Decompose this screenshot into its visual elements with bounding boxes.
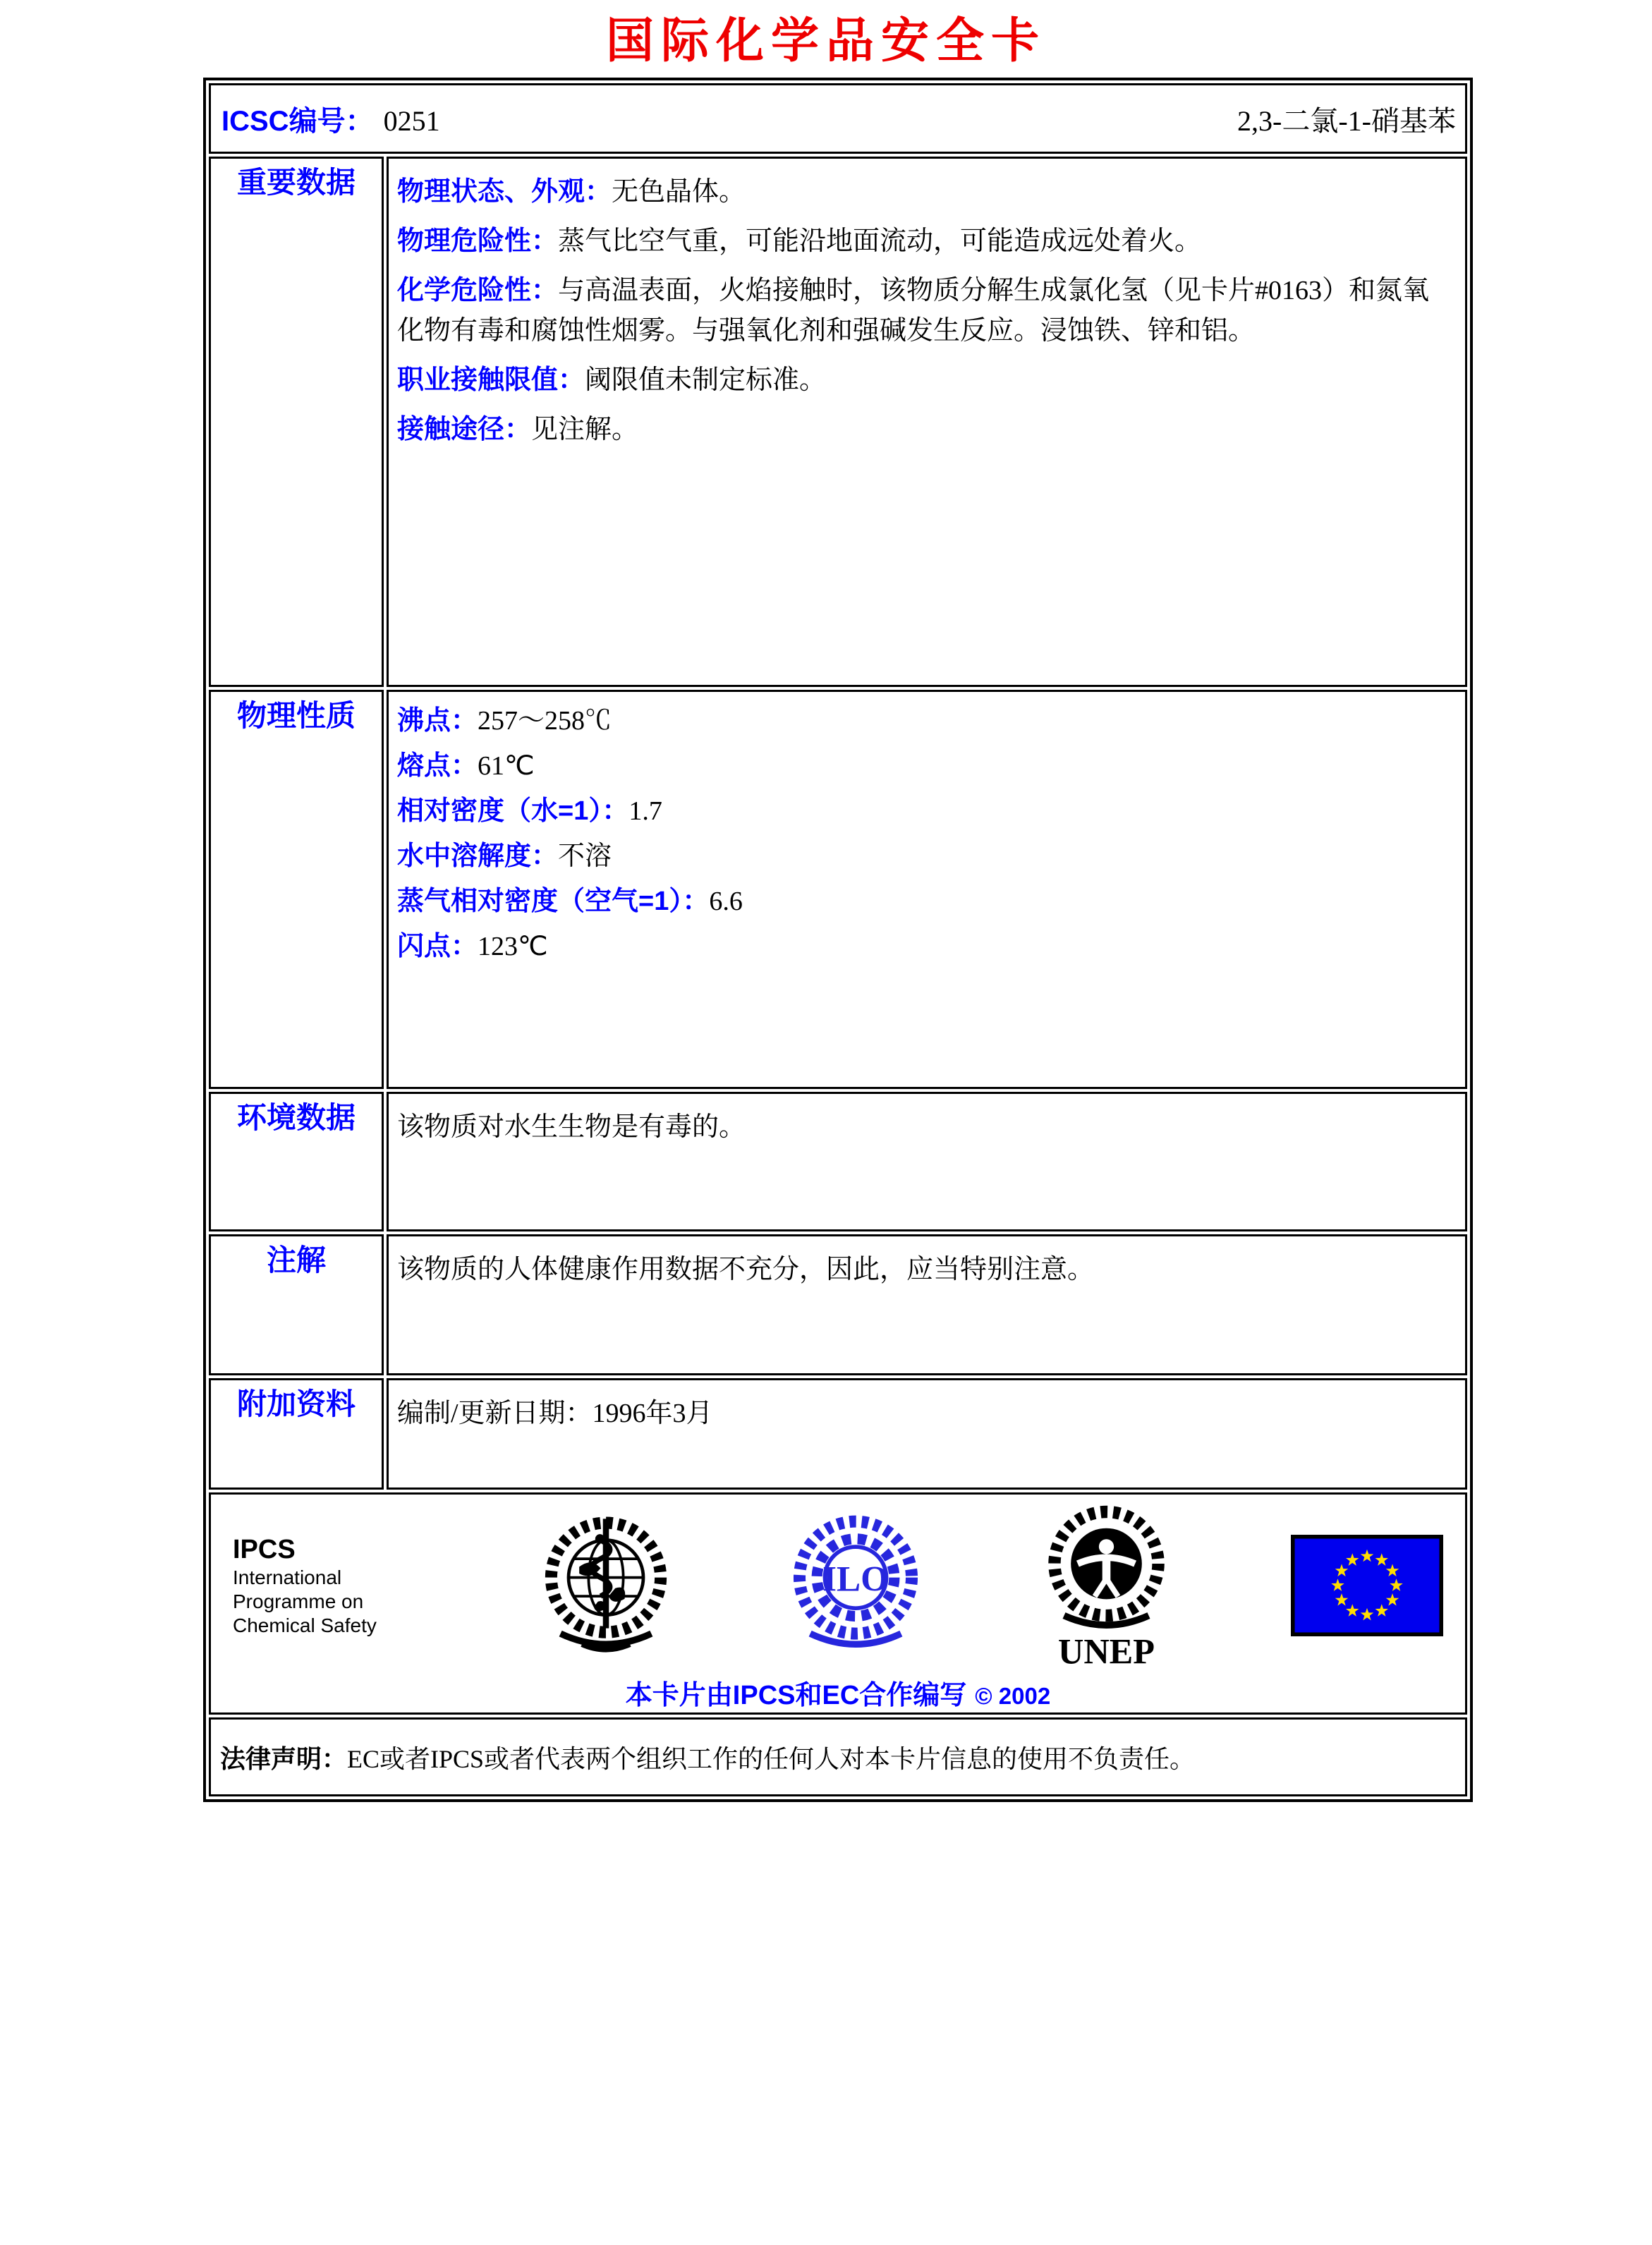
field-label: 水中溶解度：	[397, 841, 559, 871]
field-text: 不溶	[558, 841, 612, 871]
ipcs-title: IPCS	[233, 1535, 296, 1564]
section-row-environmental-data	[209, 1092, 1467, 1231]
copyright-line	[219, 1673, 1457, 1712]
header-row	[209, 83, 1467, 154]
field-chemical-hazard	[397, 271, 1455, 351]
field-notes	[397, 1250, 1455, 1290]
field-text: 蒸气比空气重，可能沿地面流动，可能造成远处着火。	[558, 226, 1202, 256]
section-row-notes	[209, 1234, 1467, 1375]
field-text: 与高温表面，火焰接触时，该物质分解生成氯化氢（见卡片#0163）和氮氧化物有毒和腐蚀性烟雾。与强氧化剂和强碱发生反应。浸蚀铁、锌和铝。	[397, 276, 1430, 346]
section-label-notes: 注解	[266, 1243, 326, 1277]
icsc-number-value: 0251	[383, 104, 440, 137]
legal-text: EC或者IPCS或者代表两个组织工作的任何人对本卡片信息的使用不负责任。	[347, 1744, 1196, 1773]
section-label-environmental-data: 环境数据	[236, 1101, 356, 1134]
field-boiling-point	[397, 701, 1455, 741]
ilo-logo-text: ILO	[822, 1559, 889, 1600]
field-label: 接触途径：	[397, 415, 532, 444]
ipcs-line: International	[233, 1566, 342, 1588]
field-label: 相对密度（水=1）：	[397, 796, 629, 826]
card-footer	[212, 1495, 1464, 1715]
field-label: 化学危险性：	[397, 276, 559, 305]
section-label-important-data: 重要数据	[236, 166, 356, 199]
ipcs-line: Chemical Safety	[233, 1614, 377, 1636]
legal-row	[209, 1717, 1467, 1796]
field-exposure-limit	[397, 360, 1455, 401]
field-text: 该物质的人体健康作用数据不充分，因此，应当特别注意。	[397, 1255, 1095, 1284]
icsc-card-page	[0, 16, 1652, 2245]
field-text: 6.6	[709, 887, 743, 916]
field-relative-density	[397, 791, 1455, 832]
field-text: 257～258℃	[478, 706, 612, 736]
ipcs-block	[233, 1533, 423, 1638]
field-physical-hazard	[397, 221, 1455, 262]
eu-flag-icon	[1291, 1535, 1443, 1636]
field-exposure-route	[397, 410, 1455, 450]
field-vapor-density	[397, 882, 1455, 922]
unep-logo-text: UNEP	[1058, 1631, 1155, 1670]
field-label: 物理状态、外观：	[397, 177, 612, 207]
field-label: 熔点：	[397, 751, 478, 781]
field-text: 编制/更新日期：1996年3月	[397, 1399, 713, 1428]
field-water-solubility	[397, 836, 1455, 877]
page-title: 国际化学品安全卡	[605, 14, 1046, 68]
section-row-physical-properties	[209, 690, 1467, 1089]
icsc-number-group	[221, 99, 440, 139]
section-content-additional-info	[387, 1378, 1467, 1490]
section-label-additional-info: 附加资料	[236, 1387, 356, 1420]
field-flash-point	[397, 927, 1455, 967]
field-text: 无色晶体。	[612, 177, 746, 207]
field-text: 61℃	[478, 751, 535, 781]
field-text: 该物质对水生生物是有毒的。	[397, 1112, 746, 1142]
who-logo-icon	[539, 1511, 673, 1660]
section-content-physical-properties	[387, 690, 1467, 1089]
field-text: 阈限值未制定标准。	[585, 365, 827, 395]
ipcs-line: Programme on	[233, 1590, 364, 1612]
field-label: 沸点：	[397, 706, 478, 736]
copyright-year: © 2002	[975, 1683, 1051, 1709]
section-row-important-data	[209, 157, 1467, 687]
field-label: 闪点：	[397, 932, 478, 961]
legal-label: 法律声明：	[220, 1744, 348, 1773]
field-update-date	[397, 1394, 1455, 1434]
field-label: 职业接触限值：	[397, 365, 585, 395]
field-text: 123℃	[478, 932, 548, 961]
card-header	[212, 86, 1464, 151]
chemical-name: 2,3-二氯-1-硝基苯	[1237, 104, 1456, 137]
logos-row	[219, 1501, 1457, 1670]
field-melting-point	[397, 746, 1455, 786]
section-label-physical-properties: 物理性质	[236, 699, 356, 732]
section-content-notes	[387, 1234, 1467, 1375]
footer-row	[209, 1492, 1467, 1715]
section-row-additional-info	[209, 1378, 1467, 1490]
field-label: 物理危险性：	[397, 226, 559, 256]
ilo-logo-icon	[789, 1511, 923, 1660]
copyright-text: 本卡片由IPCS和EC合作编写	[625, 1681, 967, 1710]
field-physical-state	[397, 172, 1455, 212]
section-content-important-data	[387, 157, 1467, 687]
legal-notice	[212, 1720, 1464, 1794]
field-label: 蒸气相对密度（空气=1）：	[397, 887, 710, 916]
field-text: 1.7	[628, 796, 662, 826]
section-content-environmental-data	[387, 1092, 1467, 1231]
icsc-card-table	[203, 78, 1473, 1802]
icsc-number-label: ICSC编号：	[221, 105, 374, 137]
field-text: 见注解。	[531, 415, 639, 444]
field-environmental	[397, 1107, 1455, 1148]
unep-logo-icon	[1038, 1501, 1175, 1670]
